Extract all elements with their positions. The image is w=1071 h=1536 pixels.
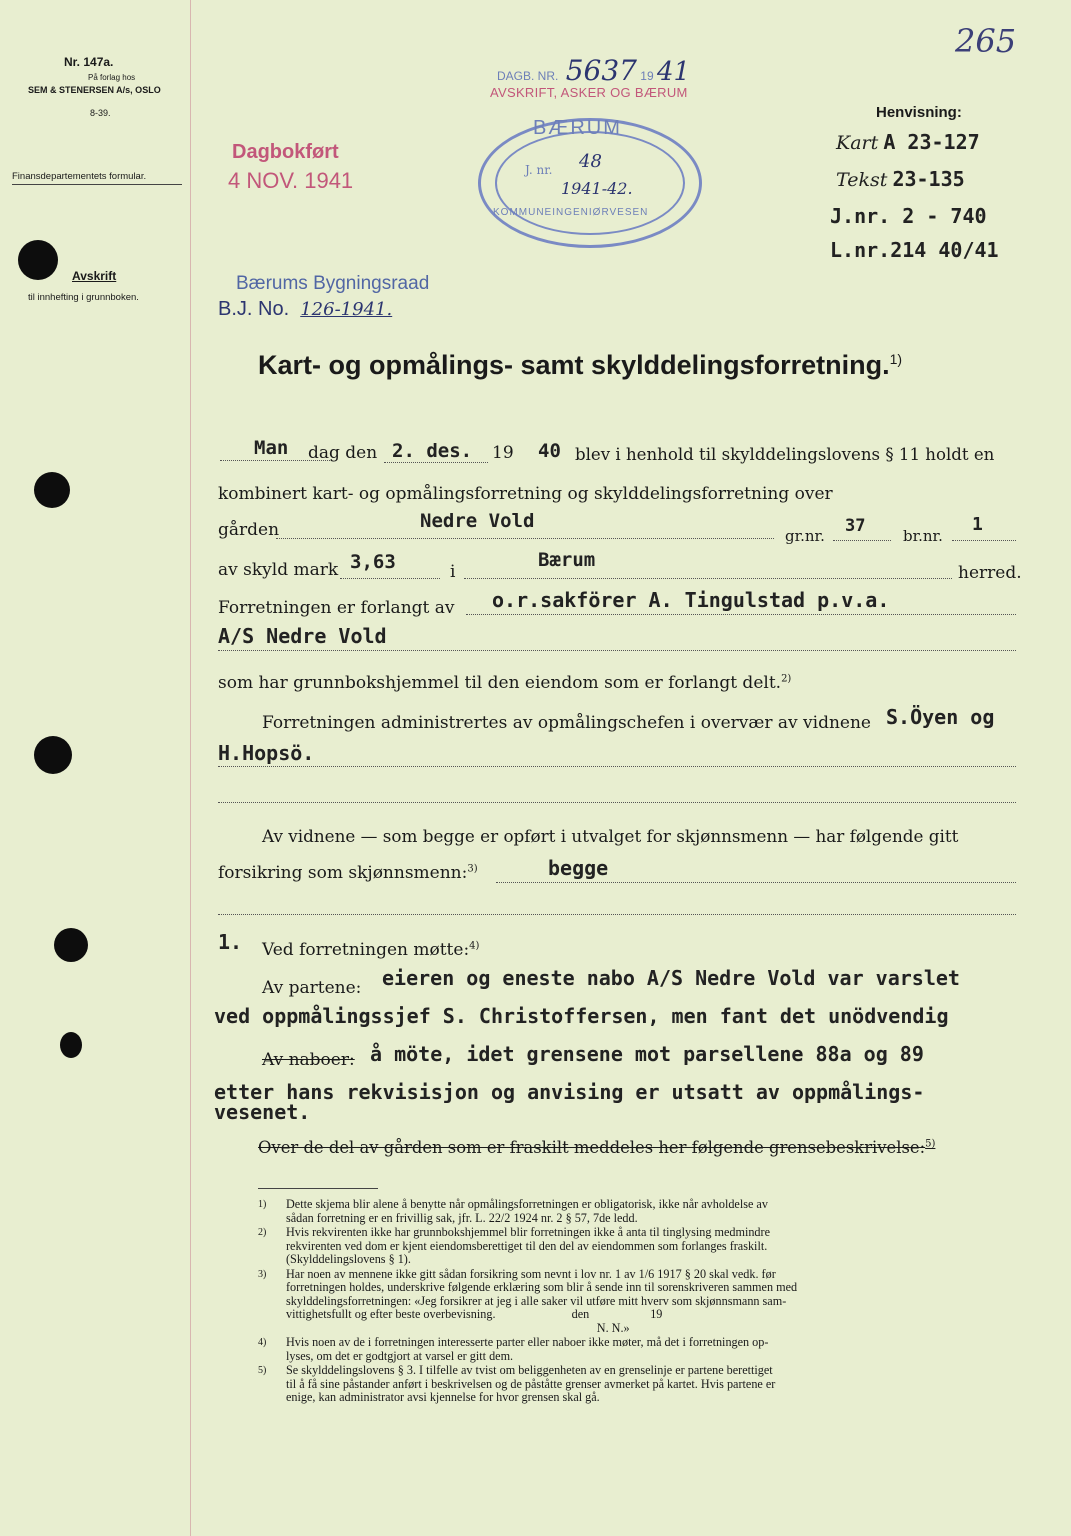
forsikring-text: forsikring som skjønnsmenn: [218, 863, 468, 883]
form-number: Nr. 147a. [64, 55, 114, 69]
oval-stamp-jnr: J. nr. [525, 163, 553, 177]
bj-value: 126-1941. [300, 299, 393, 320]
text-brnr: br.nr. [903, 527, 943, 545]
footnote-line: N. N.» [286, 1320, 630, 1335]
grnr-rule [833, 540, 891, 541]
struck-boundary-line [258, 1138, 935, 1157]
punch-hole [34, 472, 70, 508]
dagb-year-prefix: 19 [640, 69, 654, 83]
oval-stamp-top: BÆRUM [533, 117, 622, 139]
bj-label: B.J. No. [218, 298, 290, 320]
printer-line-2: SEM & STENERSEN A/s, OSLO [28, 85, 161, 95]
farm-name: Nedre Vold [420, 510, 535, 532]
parties-line-5: vesenet. [214, 1100, 311, 1124]
reference-tekst [836, 167, 965, 191]
dagb-stamp [497, 54, 690, 87]
punch-hole [34, 736, 72, 774]
footnote-line: Se skylddelingslovens § 3. I tilfelle av tvist om beliggenheten av en grenselinje er partene berettiget [286, 1363, 773, 1377]
margin-divider [12, 184, 182, 185]
witness-rule [218, 766, 1016, 767]
form-heading [258, 350, 902, 381]
item-number-1: 1. [218, 930, 243, 954]
form-heading-text: Kart- og opmålings- samt skylddelingsforretning. [258, 350, 890, 380]
grunnbok-text: som har grunnbokshjemmel til den eiendom som er forlangt delt. [218, 673, 782, 693]
footnote-mark: 2) [258, 1227, 267, 1238]
grunnbok-footnote: 2) [781, 673, 792, 685]
text-garden: gården [218, 520, 280, 540]
footnote-line: skylddelingsforretningen: «Jeg forsikrer at jeg i alle saker vil utføre mitt hverv som skjønnsmann sam- [286, 1293, 787, 1308]
footnotes [258, 1198, 1018, 1406]
text-blev: blev i henhold til skylddelingslovens § 11 holdt en [575, 445, 995, 464]
footnote-line: vittighetsfullt og efter beste overbevisning. den 19 [286, 1307, 663, 1321]
footnote-2 [258, 1226, 1018, 1267]
reference-kart [836, 130, 980, 154]
date-rule [384, 462, 488, 463]
forsikring-rule [496, 882, 1016, 883]
text-forlangt: Forretningen er forlangt av [218, 598, 455, 618]
parties-line-3: å möte, idet grensene mot parsellene 88a og 89 [370, 1042, 924, 1066]
footnote-5 [258, 1364, 1018, 1405]
footnote-line: sådan forretning er en frivillig sak, jfr. L. 22/2 1924 nr. 2 § 57, 7de ledd. [286, 1210, 638, 1225]
skyld-value: 3,63 [350, 551, 396, 573]
footnote-line: Hvis rekvirenten ikke har grunnbokshjemmel blir forretningen ikke å anta til tinglysing medmindre [286, 1225, 770, 1239]
parties-line-4: etter hans rekvisisjon og anvising er utsatt av oppmålings- [214, 1080, 925, 1104]
requester-line-2: A/S Nedre Vold [218, 624, 387, 648]
municipality-value: Bærum [538, 549, 596, 571]
struck-boundary-text: Over de del av gården som er fraskilt meddeles her følgende grensebeskrivelse: [258, 1138, 926, 1157]
witness-line-2: H.Hopsö. [218, 741, 315, 765]
brnr-rule [952, 540, 1016, 541]
print-date-code: 8-39. [90, 108, 111, 118]
tekst-label: Tekst [836, 169, 888, 191]
forsikring-footnote: 3) [467, 863, 478, 875]
footnote-3 [258, 1268, 1018, 1336]
avskrift-stamp: AVSKRIFT, ASKER OG BÆRUM [490, 85, 688, 100]
footnote-line: til å få sine påstander anført i beskrivelsen og de påståtte grenser avmerket på kartet. Hvis partene er [286, 1376, 776, 1391]
text-motte [262, 940, 479, 960]
text-forsikring [218, 863, 478, 883]
dagb-year-suffix: 41 [657, 57, 691, 87]
kart-label: Kart [836, 132, 879, 154]
dagb-label: DAGB. NR. [497, 69, 559, 83]
brnr-value: 1 [972, 514, 983, 535]
footnote-line: enige, kan administrator avsi kjennelse for hvor grensen skal gå. [286, 1390, 600, 1404]
forsikring-rule-2 [218, 914, 1016, 915]
text-partene: Av partene: [262, 978, 362, 998]
year-value: 40 [538, 440, 561, 462]
text-grnr: gr.nr. [785, 527, 825, 545]
text-i: i [450, 562, 456, 582]
oval-stamp-bottom: KOMMUNEINGENIØRVESEN [493, 207, 649, 218]
text-grunnbok [218, 673, 791, 693]
skyld-rule [340, 578, 440, 579]
witness-line-1: S.Öyen og [886, 705, 995, 729]
witness-rule-2 [218, 802, 1016, 803]
forsikring-value: begge [548, 856, 609, 880]
requester-line-1: o.r.sakförer A. Tingulstad p.v.a. [492, 588, 890, 612]
footnote-mark: 3) [258, 1268, 267, 1280]
dagbokfort-stamp: Dagbokført [232, 141, 339, 163]
footnote-4 [258, 1336, 1018, 1363]
requester-rule [466, 614, 1016, 615]
printer-line-1: På forlag hos [88, 73, 136, 82]
footnote-separator [258, 1188, 378, 1189]
footnote-list [258, 1198, 1018, 1405]
footnote-mark: 1) [258, 1199, 267, 1210]
day-name: Man [254, 437, 289, 459]
grnr-value: 37 [845, 516, 866, 536]
footnote-mark: 4) [258, 1337, 267, 1348]
ministry-form: Finansdepartementets formular. [12, 171, 147, 182]
baerum-oval-stamp [478, 118, 702, 248]
punch-hole [18, 240, 58, 280]
oval-stamp-number: 48 [579, 151, 602, 172]
footnote-line: (Skylddelingslovens § 1). [286, 1252, 411, 1266]
parties-line-2: ved oppmålingssjef S. Christoffersen, men fant det unödvendig [214, 1004, 949, 1028]
footnote-line: Hvis noen av de i forretningen interesserte parter eller naboer ikke møter, må det i forretningen op- [286, 1335, 769, 1349]
text-19: 19 [492, 443, 514, 463]
dagbokfort-date: 4 NOV. 1941 [228, 168, 354, 193]
building-board: Bærums Bygningsraad [236, 273, 430, 294]
tekst-value: 23-135 [892, 167, 965, 191]
text-naboer: Av naboer: [262, 1050, 355, 1070]
page-number: 265 [955, 22, 1017, 60]
oval-stamp-year: 1941-42. [561, 179, 633, 198]
text-vidnene: Av vidnene — som begge er opført i utvalget for skjønnsmenn — har følgende gitt [262, 826, 959, 846]
footnote-mark: 5) [258, 1365, 267, 1376]
footnote-line: rekvirenten ved dom er kjent eiendomsberettiget til den del av eiendommen som forlanges fraskilt. [286, 1238, 768, 1253]
avskrift-label: Avskrift [72, 269, 117, 283]
punch-hole [54, 928, 88, 962]
footnote-line: Har noen av mennene ikke gitt sådan forsikring som nevnt i lov nr. 1 av 1/6 1917 § 20 skal vedk. før [286, 1266, 776, 1281]
municipality-rule [464, 578, 952, 579]
text-dag-den: dag den [308, 443, 378, 463]
motte-text: Ved forretningen møtte: [262, 940, 470, 960]
farm-rule [276, 538, 774, 539]
reference-title: Henvisning: [876, 104, 962, 121]
requester-rule-2 [218, 650, 1016, 651]
text-administrert: Forretningen administrertes av opmålingschefen i overvær av vidnene [262, 713, 871, 733]
kart-value: A 23-127 [883, 130, 980, 154]
reference-lnr: L.nr.214 40/41 [830, 238, 999, 262]
text-skyld: av skyld mark [218, 560, 339, 580]
dagb-number: 5637 [565, 54, 637, 87]
motte-footnote: 4) [469, 940, 480, 952]
date-value: 2. des. [392, 440, 473, 462]
footnote-1 [258, 1198, 1018, 1225]
parties-line-1: eieren og eneste nabo A/S Nedre Vold var varslet [382, 966, 960, 990]
reference-jnr: J.nr. 2 - 740 [830, 204, 987, 228]
footnote-line: lyses, om det er godtgjort at varsel er gitt dem. [286, 1348, 514, 1363]
punch-hole [60, 1032, 82, 1058]
margin-rule [190, 0, 191, 1536]
struck-boundary-footnote: 5) [925, 1138, 936, 1150]
form-heading-footnote: 1) [889, 351, 903, 367]
text-kombinert: kombinert kart- og opmålingsforretning og skylddelingsforretning over [218, 484, 833, 504]
footnote-line: Dette skjema blir alene å benytte når opmålingsforretningen er obligatorisk, ikke når avholdelse av [286, 1197, 768, 1211]
bj-number [218, 298, 392, 321]
footnote-line: forretningen holdes, underskrive følgende erklæring som blir å sende inn til sorenskriveren sammen med [286, 1280, 798, 1294]
avskrift-subtext: til innhefting i grunnboken. [28, 292, 139, 303]
text-herred: herred. [958, 563, 1022, 583]
